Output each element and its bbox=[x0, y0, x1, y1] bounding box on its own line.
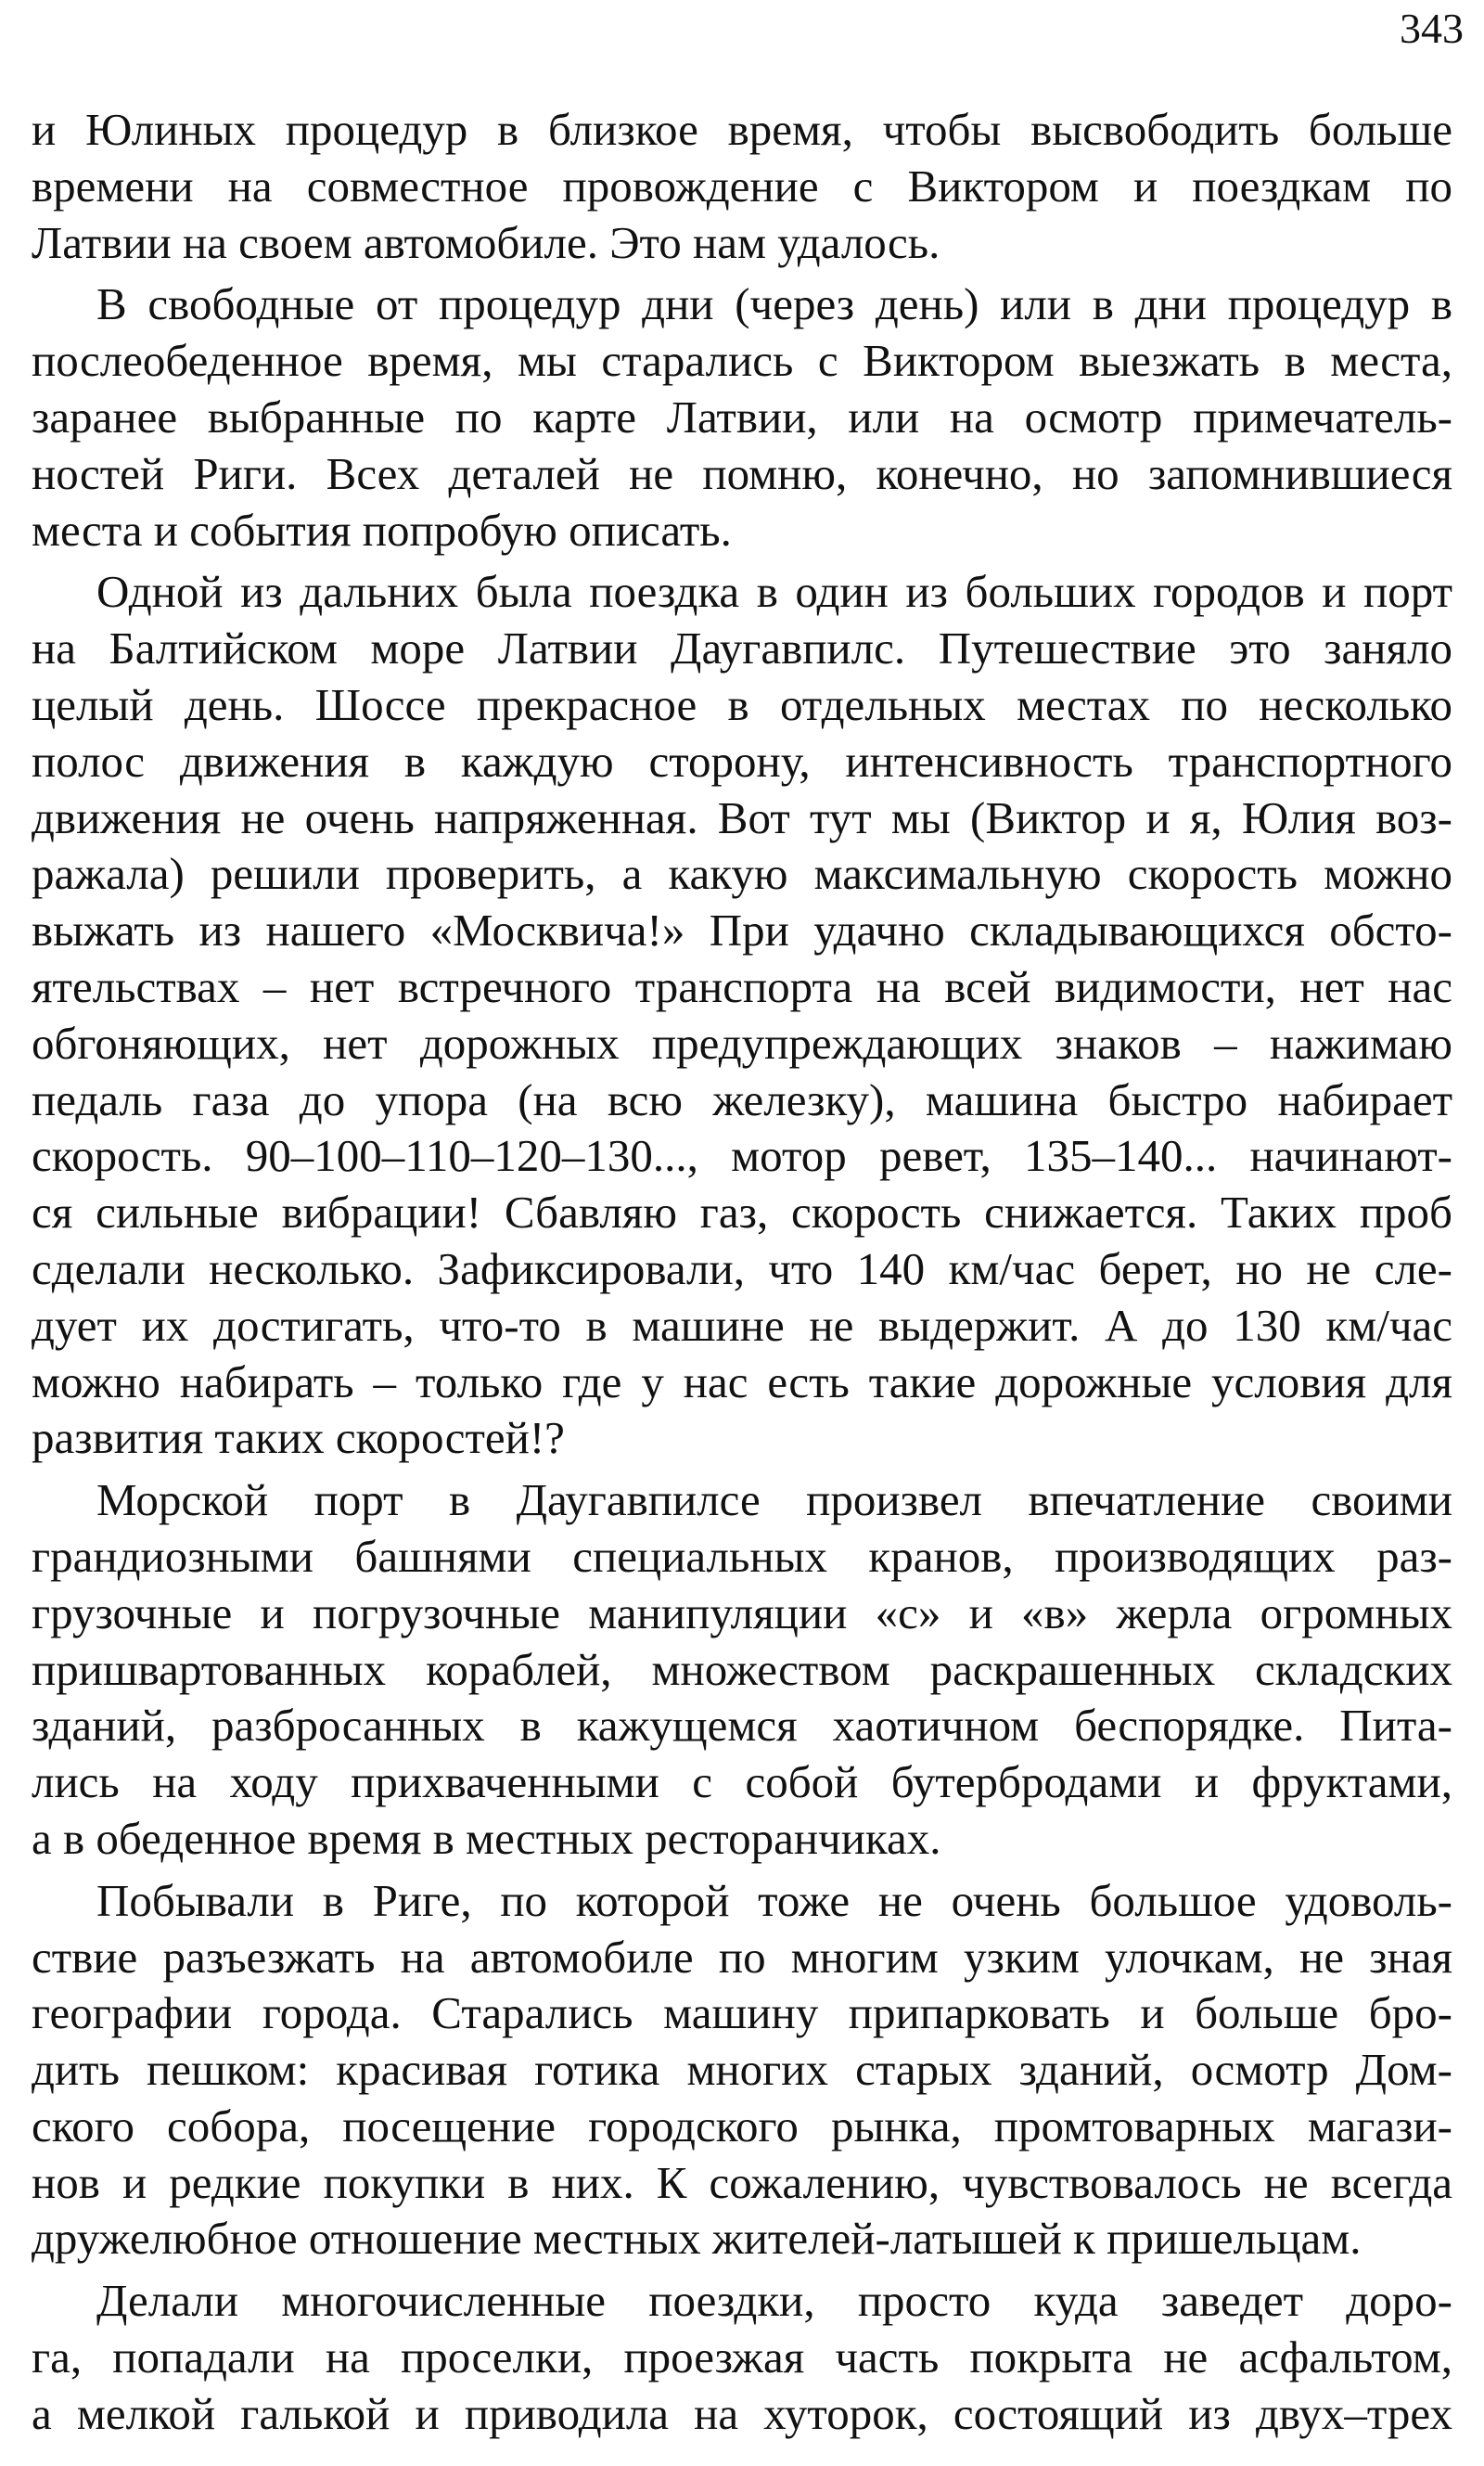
text-line: а мелкой галькой и приводила на хуторок, состоящий из двух–трех bbox=[32, 2387, 1452, 2439]
text-line: ностей Риги. Всех деталей не помню, конечно, но запомнившиеся bbox=[32, 447, 1452, 499]
text-line: педаль газа до упора (на всю железку), машина быстро набирает bbox=[32, 1073, 1452, 1125]
text-line: на Балтийском море Латвии Даугавпилс. Путешествие это заняло bbox=[32, 623, 1452, 674]
text-line: ятельствах – нет встречного транспорта на всей видимости, нет нас bbox=[32, 960, 1452, 1012]
text-line: дует их достигать, что-то в машине не выдержит. А до 130 км/час bbox=[32, 1299, 1452, 1351]
text-line: места и события попробую описать. bbox=[32, 504, 732, 556]
text-line: Морской порт в Даугавпилсе произвел впечатление своими bbox=[96, 1474, 1452, 1526]
text-line: дружелюбное отношение местных жителей-латышей к пришельцам. bbox=[32, 2213, 1362, 2265]
paragraph bbox=[32, 1472, 1452, 1868]
text-line: нов и редкие покупки в них. К сожалению, чувствовалось не всегда bbox=[32, 2156, 1452, 2208]
text-line: лись на ходу прихваченными с собой бутербродами и фруктами, bbox=[32, 1756, 1452, 1808]
text-line: пришвартованных кораблей, множеством раскрашенных складских bbox=[32, 1643, 1452, 1695]
paragraph bbox=[32, 1873, 1452, 2268]
text-line: Латвии на своем автомобиле. Это нам удалось. bbox=[32, 216, 940, 268]
text-line: географии города. Старались машину припарковать и больше бро- bbox=[32, 1987, 1452, 2039]
paragraph bbox=[32, 564, 1452, 1467]
text-line: полос движения в каждую сторону, интенсивность транспортного bbox=[32, 735, 1452, 787]
text-line: выжать из нашего «Москвича!» При удачно складывающихся обсто- bbox=[32, 905, 1452, 957]
text-line: В свободные от процедур дни (через день) или в дни процедур в bbox=[96, 278, 1452, 330]
text-line: времени на совместное провождение с Виктором и поездкам по bbox=[32, 160, 1452, 212]
text-line: Делали многочисленные поездки, просто куда заведет доро- bbox=[96, 2275, 1452, 2327]
text-line: Побывали в Риге, по которой тоже не очень большое удоволь- bbox=[96, 1874, 1452, 1926]
text-line: га, попадали на проселки, проезжая часть покрыта не асфальтом, bbox=[32, 2331, 1452, 2383]
text-line: ражала) решили проверить, а какую максимальную скорость можно bbox=[32, 848, 1452, 900]
text-line: скорость. 90–100–110–120–130..., мотор ревет, 135–140... начинают- bbox=[32, 1130, 1452, 1182]
text-line: грандиозными башнями специальных кранов, производящих раз- bbox=[32, 1530, 1452, 1582]
text-line: дить пешком: красивая готика многих старых зданий, осмотр Дом- bbox=[32, 2044, 1452, 2096]
text-line: обгоняющих, нет дорожных предупреждающих знаков – нажимаю bbox=[32, 1017, 1452, 1069]
text-line: развития таких скоростей!? bbox=[32, 1412, 565, 1464]
body-text bbox=[32, 102, 1452, 2443]
text-line: целый день. Шоссе прекрасное в отдельных местах по несколько bbox=[32, 678, 1452, 730]
text-line: зданий, разбросанных в кажущемся хаотичном беспорядке. Пита- bbox=[32, 1700, 1452, 1752]
paragraph bbox=[32, 276, 1452, 559]
text-line: и Юлиных процедур в близкое время, чтобы высвободить больше bbox=[32, 104, 1452, 155]
paragraph bbox=[32, 2273, 1452, 2442]
text-line: ского собора, посещение городского рынка, промтоварных магази- bbox=[32, 2100, 1452, 2151]
page-number: 343 bbox=[1400, 5, 1464, 52]
text-line: ся сильные вибрации! Сбавляю газ, скорость снижается. Таких проб bbox=[32, 1187, 1452, 1239]
text-line: послеобеденное время, мы старались с Виктором выезжать в места, bbox=[32, 335, 1452, 387]
text-line: ствие разъезжать на автомобиле по многим узким улочкам, не зная bbox=[32, 1931, 1452, 1983]
text-line: движения не очень напряженная. Вот тут мы (Виктор и я, Юлия воз- bbox=[32, 791, 1452, 843]
paragraph bbox=[32, 102, 1452, 271]
text-line: заранее выбранные по карте Латвии, или на осмотр примечатель- bbox=[32, 391, 1452, 443]
text-line: грузочные и погрузочные манипуляции «с» и «в» жерла огромных bbox=[32, 1586, 1452, 1638]
text-line: Одной из дальних была поездка в один из больших городов и порт bbox=[96, 566, 1452, 618]
text-line: а в обеденное время в местных ресторанчиках. bbox=[32, 1812, 941, 1864]
text-line: можно набирать – только где у нас есть такие дорожные условия для bbox=[32, 1355, 1452, 1407]
text-line: сделали несколько. Зафиксировали, что 140 км/час берет, но не сле- bbox=[32, 1242, 1452, 1294]
